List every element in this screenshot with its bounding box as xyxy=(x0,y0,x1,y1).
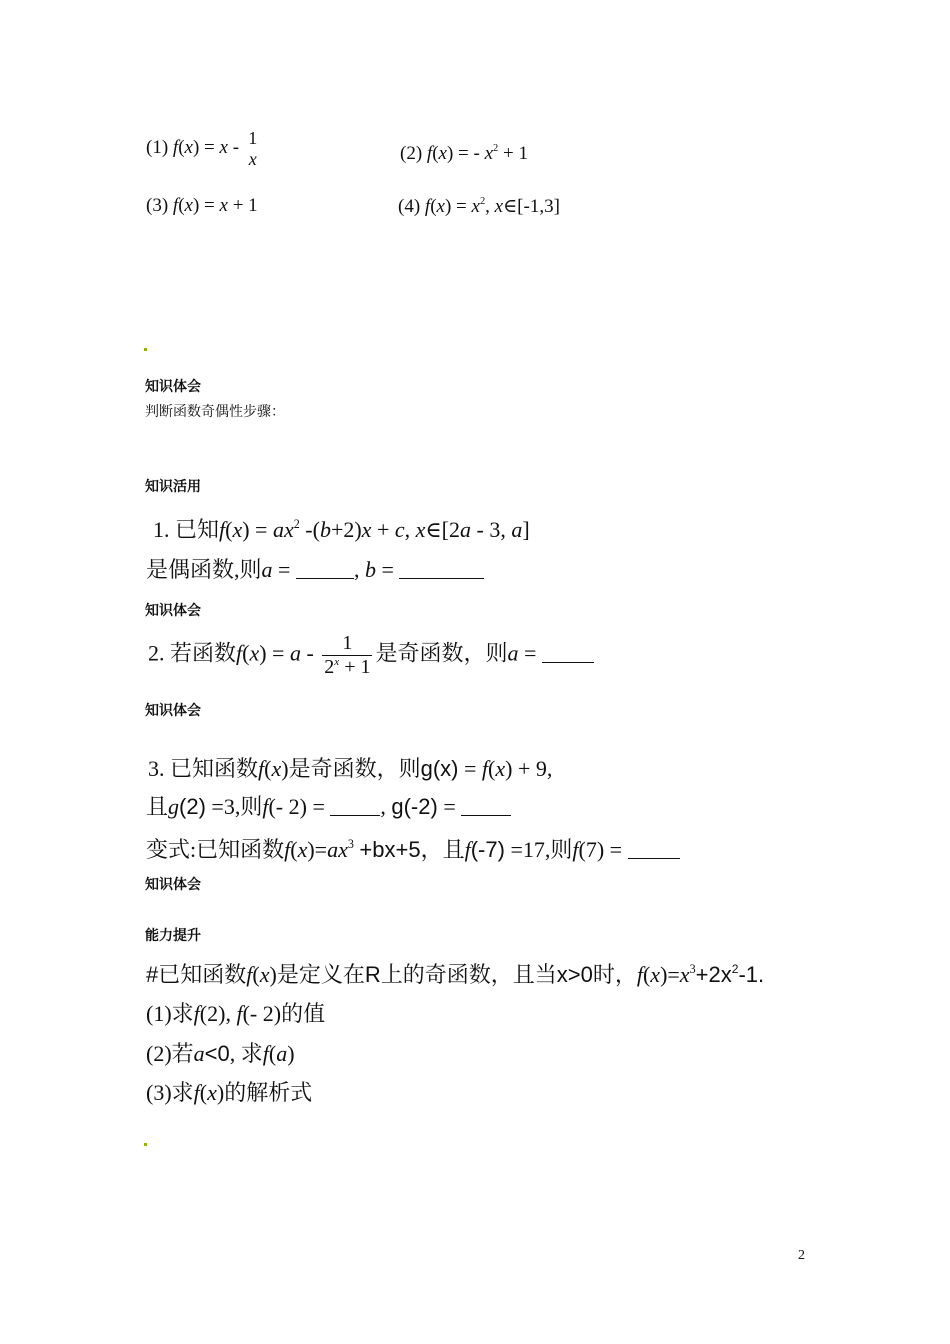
problem-3-number: 3. xyxy=(148,756,165,781)
problem-4-q1-text: 求 xyxy=(171,1001,194,1026)
problem-2-then: 则 xyxy=(485,640,508,666)
page-number: 2 xyxy=(798,1248,805,1263)
problem-4-when: 时， xyxy=(592,962,637,987)
answer-blank-p2[interactable] xyxy=(542,640,594,663)
problem-4-q2-number: (2) xyxy=(146,1041,172,1066)
exercise-1: (1) f(x) = x - 1 x xyxy=(146,128,258,169)
problem-4-q3-end: 的解析式 xyxy=(224,1080,313,1105)
exercise-4-number: (4) xyxy=(398,196,421,217)
exercise-3-number: (3) xyxy=(146,195,169,216)
exercise-3: (3) f(x) = x + 1 xyxy=(146,195,258,216)
section-heading-experience-3: 知识体会 xyxy=(145,703,201,719)
answer-blank-a[interactable] xyxy=(296,556,354,579)
problem-1-then: 则 xyxy=(239,557,262,582)
section-heading-experience-4: 知识体会 xyxy=(145,877,201,893)
problem-4-q2-mid: 求 xyxy=(240,1041,263,1066)
problem-1-text: 是偶函数, xyxy=(146,557,240,582)
problem-4-q2-text: 若 xyxy=(171,1041,194,1066)
problem-3-line-1: 3. 已知函数f(x)是奇函数，则g(x) = f(x) + 9, xyxy=(148,756,553,781)
section-heading-apply: 知识活用 xyxy=(145,479,201,495)
problem-4-q3-text: 求 xyxy=(171,1080,194,1105)
problem-4-hash: # xyxy=(146,962,159,987)
variant-label: 变式: xyxy=(146,837,197,862)
problem-1-line-1: 1. 已知$f(x) = ax^2$ -(b+2)x + c, x∈[2a - 3, a] xyxy=(153,516,530,542)
problem-3-line-2: 且g(2) =3,则f(- 2) = , g(-2) = xyxy=(146,790,511,821)
section-heading-experience-1: 知识体会 xyxy=(145,379,201,395)
variant-then: 则 xyxy=(550,837,573,862)
problem-3-variant: 变式:已知函数$f(x)=ax^3 +bx+5$，且f(-7) =17,则f(7) = xyxy=(146,833,680,864)
answer-blank-g-neg2[interactable] xyxy=(461,793,511,816)
exercise-4: (4) $f(x) = x^2$, x∈[-1,3] xyxy=(398,196,560,217)
problem-4-R: R xyxy=(364,962,381,987)
problem-4-lead: 已知函数 xyxy=(158,962,247,987)
problem-2: 2. 若函数f(x) = a - $\frac{1}{2^x + 1}$ 是奇函数，则a = xyxy=(148,632,594,679)
marker-dot xyxy=(144,348,147,351)
problem-3-line-2-then: 则 xyxy=(240,794,263,819)
problem-4-q3-number: (3) xyxy=(146,1080,172,1105)
problem-4-q2: (2)若a<0, 求f(a) xyxy=(146,1041,295,1066)
variant-lead: 已知函数 xyxy=(196,837,285,862)
answer-blank-f-neg2[interactable] xyxy=(330,793,380,816)
problem-3-mid: 是奇函数， xyxy=(288,756,399,781)
answer-blank-b[interactable] xyxy=(399,556,484,579)
section-heading-experience-2: 知识体会 xyxy=(145,603,201,619)
problem-4-condition: x>0 xyxy=(556,962,593,987)
variant-mid: 且 xyxy=(442,837,465,862)
problem-4-q1-end: 的值 xyxy=(281,1001,326,1026)
exercise-2: (2) f(x) = - $x^2 + 1$ xyxy=(400,143,528,164)
problem-4-q1-number: (1) xyxy=(146,1001,172,1026)
problem-2-number: 2. xyxy=(148,640,165,666)
exercise-2-number: (2) xyxy=(400,143,423,164)
exercise-1-number: (1) xyxy=(146,137,169,159)
problem-3-lead: 已知函数 xyxy=(170,756,259,781)
problem-2-mid: 是奇函数， xyxy=(375,640,486,666)
steps-text: 判断函数奇偶性步骤： xyxy=(145,404,285,420)
problem-1-line-2: 是偶函数,则a = , b = xyxy=(146,553,484,584)
problem-4-mid-2: 上的奇函数，且当 xyxy=(380,962,557,987)
problem-1-number: 1. xyxy=(153,517,170,542)
problem-1-lead: 已知 xyxy=(175,517,220,542)
answer-blank-f7[interactable] xyxy=(628,836,680,859)
problem-3-line-2-lead: 且 xyxy=(146,794,169,819)
exercise-4-interval: [-1,3] xyxy=(517,196,560,217)
marker-dot xyxy=(144,1143,147,1146)
section-heading-ability: 能力提升 xyxy=(145,928,201,944)
problem-4-q3: (3)求f(x)的解析式 xyxy=(146,1080,313,1105)
problem-4-mid: 是定义在 xyxy=(276,962,365,987)
problem-2-lead: 若函数 xyxy=(170,640,237,666)
problem-4-q1: (1)求f(2), f(- 2)的值 xyxy=(146,1001,326,1026)
problem-4-statement: #已知函数f(x)是定义在R上的奇函数，且当x>0时，$f(x)=x^3+2x^2-1$. xyxy=(146,961,765,987)
problem-3-then: 则 xyxy=(398,756,421,781)
